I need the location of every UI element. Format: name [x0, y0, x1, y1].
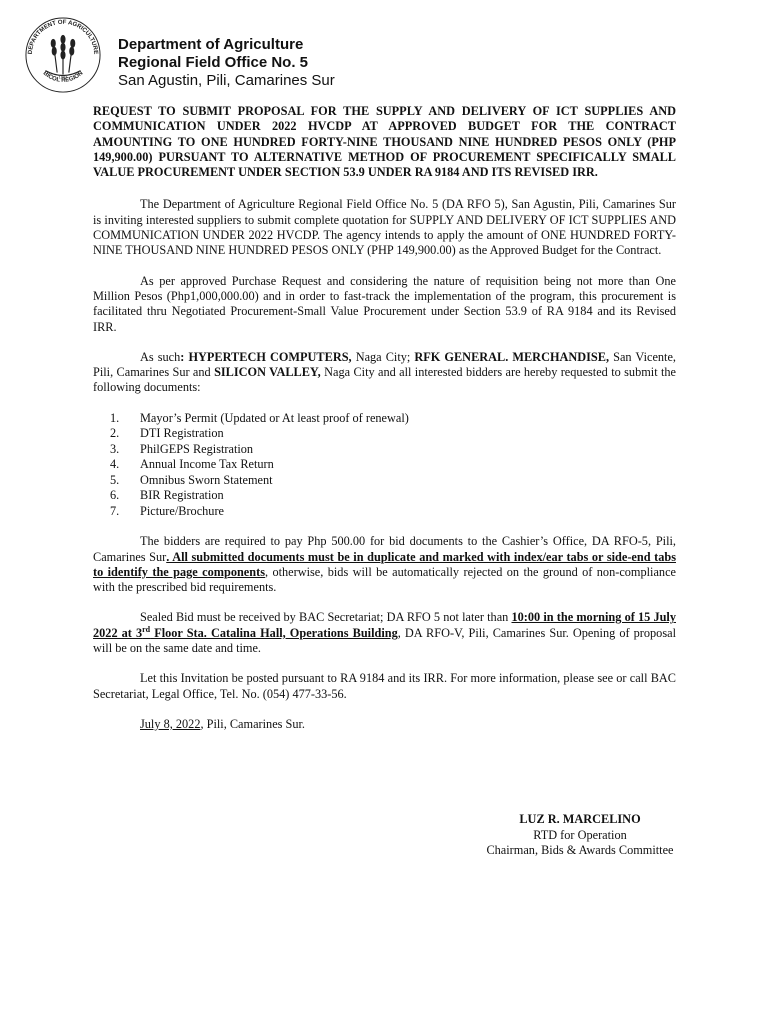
list-item-text: Picture/Brochure	[140, 503, 225, 518]
paragraph-procurement-basis: As per approved Purchase Request and considering the nature of requisition being not more than One Million Pesos (Php1,000,000.00) and in order to fast-track the implementation of the program, this procurement is facilitated thru Negotiated Procurement-Small Value Procurement under Section 53.9 of RA 9184 and its Revised IRR.	[93, 273, 676, 334]
list-item-number: 2.	[110, 426, 120, 441]
list-item-text: Omnibus Sworn Statement	[140, 472, 273, 487]
paragraph-submission-deadline	[93, 610, 676, 656]
document-title: REQUEST TO SUBMIT PROPOSAL FOR THE SUPPLY AND DELIVERY OF ICT SUPPLIES AND COMMUNICATION UNDER 2022 HVCDP AT APPROVED BUDGET FOR THE CONTRACT AMOUNTING TO ONE HUNDRED FORTY-NINE THOUSAND NINE HUNDRED PESOS ONLY (PHP 149,900.00) PURSUANT TO ALTERNATIVE METHOD OF PROCUREMENT SPECIFICALLY SMALL VALUE PROCUREMENT UNDER SECTION 53.9 UNDER RA 9184 AND ITS REVISED IRR.	[93, 104, 676, 180]
list-item-text: DTI Registration	[140, 426, 224, 441]
list-item	[93, 411, 676, 427]
rejection-note: , otherwise, bids will be automatically rejected on the ground of non-compliance with the prescribed bid requirements.	[93, 564, 676, 595]
list-item	[93, 457, 676, 473]
department-seal-icon	[24, 16, 102, 94]
office-address: San Agustin, Pili, Camarines Sur	[118, 72, 335, 89]
paragraph-invitation: The Department of Agriculture Regional Field Office No. 5 (DA RFO 5), San Agustin, Pili, Camarines Sur is inviting interested suppliers to submit complete quotation for SUPPLY AND DELIVERY OF ICT SUPPLIES AND COMMUNICATION UNDER 2022 HVCDP. The agency intends to apply the amount of ONE HUNDRED FORTY-NINE THOUSAND NINE HUNDRED PESOS ONLY (PHP 149,900.00) as the Approved Budget for the Contract.	[93, 197, 676, 258]
list-item	[93, 504, 676, 520]
signatory-position: RTD for Operation	[533, 827, 627, 842]
deadline-time: 10:00 in the morning of 15 July 2022 at 3	[93, 610, 676, 640]
list-item-number: 7.	[110, 503, 120, 518]
seal-bottom-text: BICOL REGION	[41, 70, 85, 84]
office-name: Regional Field Office No. 5	[118, 54, 309, 71]
signatory-name: LUZ R. MARCELINO	[519, 812, 641, 826]
list-item	[93, 488, 676, 504]
bidder-hypertech: : HYPERTECH COMPUTERS,	[180, 349, 352, 364]
list-item-number: 5.	[110, 472, 120, 487]
invited-request: Naga City and all interested bidders are hereby requested to submit the following documents:	[93, 365, 677, 395]
paragraph-invited-bidders	[93, 350, 676, 396]
list-item-text: PhilGEPS Registration	[140, 441, 254, 456]
opening-note: , DA RFO-V, Pili, Camarines Sur. Opening of proposal will be on the same date and time.	[93, 625, 676, 656]
letter-body	[93, 104, 676, 747]
paragraph-bid-documents-fee	[93, 534, 676, 595]
list-item-number: 3.	[110, 441, 120, 456]
duplicate-requirement: . All submitted documents must be in duplicate and marked with index/ear tabs or side-end tabs to identify the page components	[93, 549, 676, 579]
organization-header	[118, 36, 335, 90]
paragraph-posting-contact: Let this Invitation be posted pursuant to RA 9184 and its IRR. For more information, please see or call BAC Secretariat, Legal Office, Tel. No. (054) 477-33-56.	[93, 671, 676, 701]
paragraph-date-place	[93, 717, 676, 732]
bidder-hypertech-location: Naga City;	[351, 349, 415, 364]
bidder-silicon-valley: SILICON VALLEY,	[214, 365, 321, 380]
bidder-rfk: RFK GENERAL. MERCHANDISE,	[414, 349, 610, 364]
list-item	[93, 442, 676, 458]
ordinal-suffix: rd	[142, 624, 151, 634]
list-item-number: 1.	[110, 410, 120, 425]
seal-top-text: DEPARTMENT OF AGRICULTURE	[27, 19, 99, 55]
fee-text: The bidders are required to pay Php 500.00 for bid documents to the Cashier’s Office, DA RFO-5, Pili, Camarines Sur	[93, 534, 676, 564]
signatory-role: Chairman, Bids & Awards Committee	[486, 843, 674, 857]
list-item-text: Mayor’s Permit (Updated or At least proof of renewal)	[140, 410, 409, 425]
org-name: Department of Agriculture	[118, 36, 304, 53]
issue-place: , Pili, Camarines Sur.	[200, 716, 305, 731]
wheat-icon	[45, 36, 80, 76]
bidder-rfk-location: San Vicente, Pili, Camarines Sur and	[93, 349, 676, 380]
issue-date: July 8, 2022	[140, 716, 201, 731]
deadline-venue: Floor Sta. Catalina Hall, Operations Building	[150, 625, 398, 640]
required-documents-list	[93, 411, 676, 520]
list-item-text: Annual Income Tax Return	[140, 457, 274, 472]
signature-block	[440, 812, 720, 859]
list-item	[93, 473, 676, 489]
list-item	[93, 426, 676, 442]
list-item-number: 6.	[110, 488, 120, 503]
seal-year: 1987	[58, 74, 68, 80]
deadline-lead: Sealed Bid must be received by BAC Secretariat; DA RFO 5 not later than	[140, 610, 512, 625]
invited-lead: As such	[140, 349, 181, 364]
list-item-number: 4.	[110, 457, 120, 472]
list-item-text: BIR Registration	[140, 488, 224, 503]
